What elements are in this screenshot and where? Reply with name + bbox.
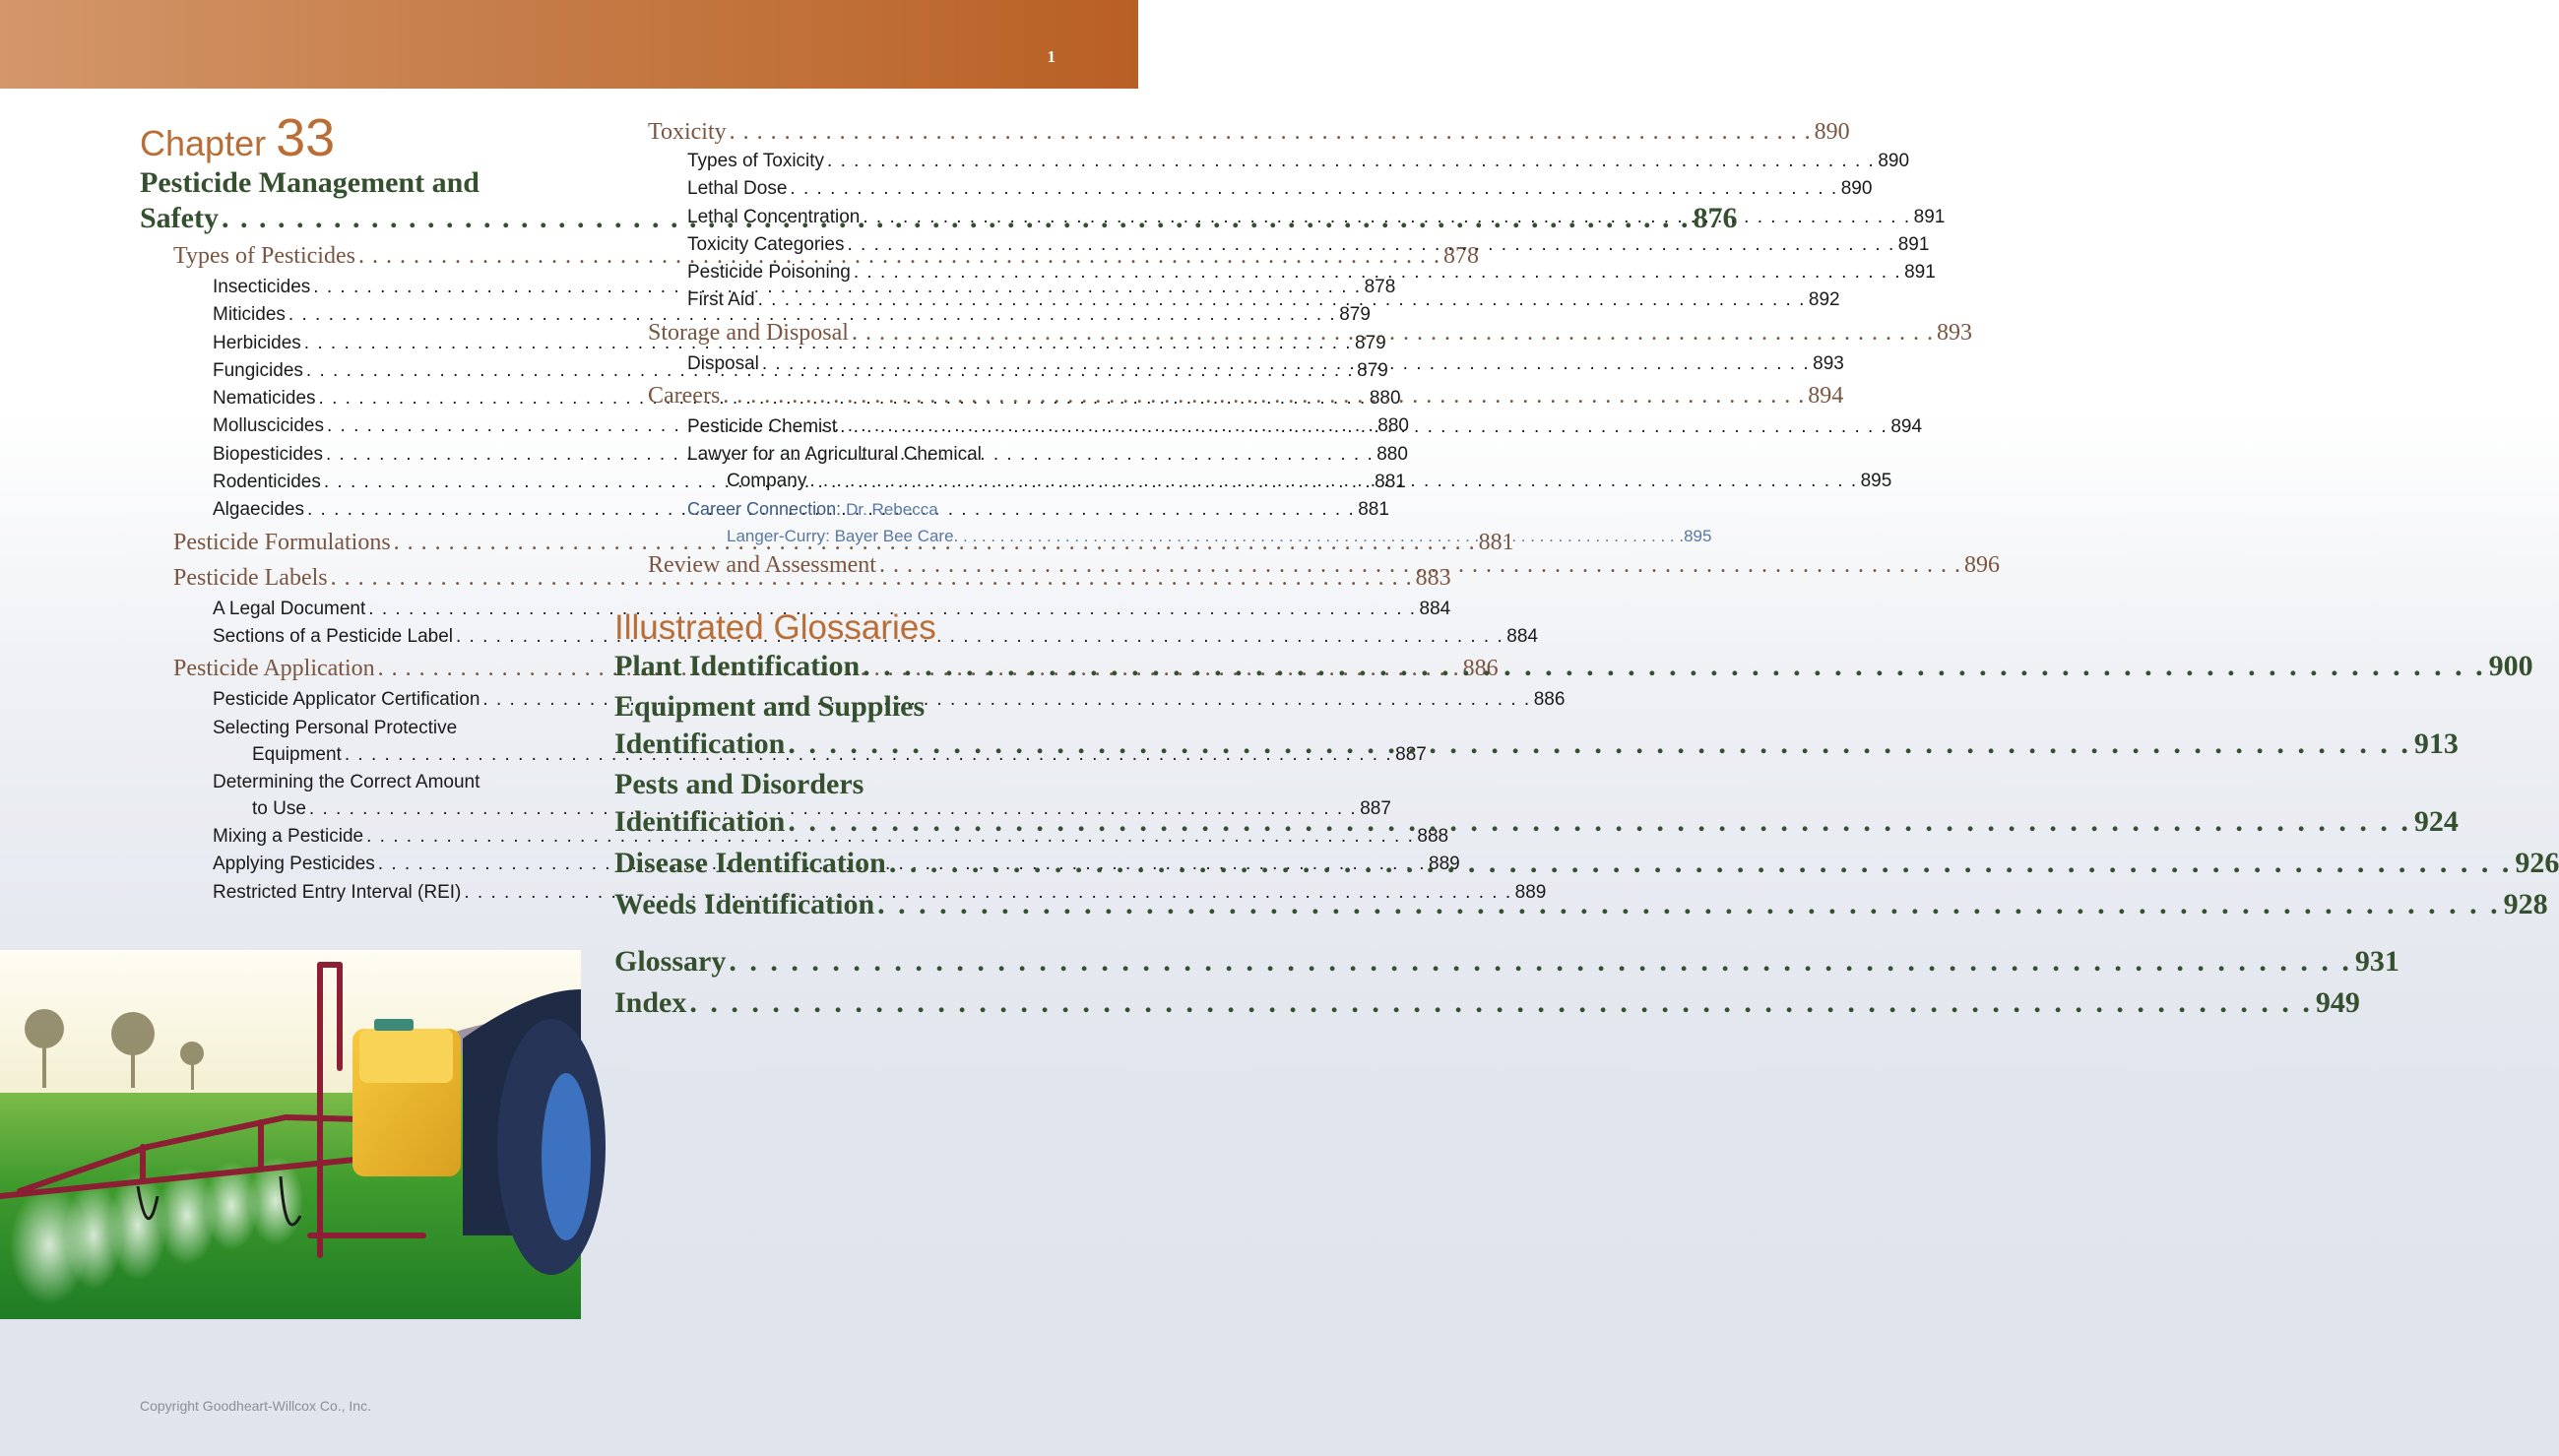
copyright-footer: Copyright Goodheart-Willcox Co., Inc. — [140, 1398, 371, 1414]
toc-section-careers[interactable]: Careers . . . 894 — [614, 378, 1050, 413]
career-connection-entry-line2[interactable]: Langer-Curry: Bayer Bee Care . . . 895 — [614, 523, 1050, 549]
chapter-label: Chapter 33 — [140, 108, 336, 167]
glossary-entry-weeds-identification[interactable]: Weeds Identification . . . 928 — [614, 886, 1050, 923]
toc-item[interactable]: Miticides . . . 879 — [140, 301, 575, 329]
toc-item[interactable]: Disposal . . . 893 — [614, 350, 1050, 378]
toc-item[interactable]: Pesticide Chemist . . . 894 — [614, 413, 1050, 441]
header-band — [0, 0, 1138, 89]
page-number: 1 — [1047, 47, 1056, 66]
chapter-title-line1[interactable]: Pesticide Management and — [140, 166, 480, 199]
photo-illustration — [0, 950, 581, 1319]
toc-section-storage-and-disposal[interactable]: Storage and Disposal . . . 893 — [614, 315, 1050, 350]
chapter-title-entry[interactable]: Safety . . . 876 — [140, 201, 575, 236]
glossary-entry-plant-identification[interactable]: Plant Identification . . . 900 — [614, 648, 1050, 685]
toc-item[interactable]: Sections of a Pesticide Label . . . 884 — [140, 623, 575, 651]
toc-item[interactable]: Lethal Dose . . . 890 — [614, 175, 1050, 203]
toc-item[interactable]: Applying Pesticides . . . 889 — [140, 851, 575, 878]
back-matter-index[interactable]: Index . . . 949 — [614, 984, 1050, 1022]
toc-item[interactable]: First Aid . . . 892 — [614, 286, 1050, 314]
toc-item[interactable]: Toxicity Categories . . . 891 — [614, 231, 1050, 259]
back-matter-glossary[interactable]: Glossary . . . 931 — [614, 943, 1050, 981]
toc-item[interactable]: Lethal Concentration . . . 891 — [614, 204, 1050, 231]
toc-item[interactable]: Algaecides . . . 881 — [140, 496, 575, 524]
glossary-entry-pests-disorders[interactable]: Identification . . . 924 — [614, 803, 1050, 841]
toc-item[interactable]: Pesticide Poisoning . . . 891 — [614, 259, 1050, 286]
toc-item[interactable]: Mixing a Pesticide . . . 888 — [140, 823, 575, 851]
page-ref: 876 — [1693, 202, 1738, 234]
toc-item[interactable]: Rodenticides . . . 881 — [140, 469, 575, 496]
toc-item[interactable]: A Legal Document . . . 884 — [140, 596, 575, 623]
toc-item[interactable]: Molluscicides . . . 880 — [140, 412, 575, 440]
tractor-spraying-photo — [0, 950, 581, 1319]
toc-item-line1[interactable]: Selecting Personal Protective — [213, 717, 458, 738]
toc-section-types-of-pesticides[interactable]: Types of Pesticides . . . 878 — [140, 238, 575, 274]
toc-section-review-and-assessment[interactable]: Review and Assessment . . . 896 — [614, 549, 1050, 581]
toc-section-pesticide-labels[interactable]: Pesticide Labels . . . 883 — [140, 560, 575, 596]
toc-item-line1[interactable]: Lawyer for an Agricultural Chemical — [687, 444, 982, 466]
toc-item[interactable]: Insecticides . . . 878 — [140, 274, 575, 301]
toc-item[interactable]: Restricted Entry Interval (REI) . . . 889 — [140, 879, 575, 907]
toc-section-pesticide-application[interactable]: Pesticide Application . . . 886 — [140, 651, 575, 686]
glossary-entry-line1[interactable]: Pests and Disorders — [614, 767, 864, 800]
toc-item[interactable]: Equipment . . . 887 — [140, 741, 575, 769]
glossary-entry-line1[interactable]: Equipment and Supplies — [614, 689, 926, 723]
glossary-entry-disease-identification[interactable]: Disease Identification . . . 926 — [614, 845, 1050, 882]
toc-item[interactable]: Types of Toxicity . . . 890 — [614, 148, 1050, 175]
toc-item[interactable]: Biopesticides . . . 880 — [140, 441, 575, 469]
career-connection-entry[interactable]: Career Connection: Dr. Rebecca — [687, 498, 938, 519]
toc-item[interactable]: Fungicides . . . 879 — [140, 357, 575, 385]
toc-item[interactable]: to Use . . . 887 — [140, 795, 575, 823]
glossaries-heading: Illustrated Glossaries — [614, 607, 936, 647]
toc-section-pesticide-formulations[interactable]: Pesticide Formulations . . . 881 — [140, 525, 575, 560]
glossary-entry-equipment-supplies[interactable]: Identification . . . 913 — [614, 726, 1050, 763]
toc-item-line1[interactable]: Determining the Correct Amount — [213, 771, 480, 792]
toc-section-toxicity[interactable]: Toxicity . . . 890 — [614, 116, 1050, 148]
toc-item[interactable]: Nematicides . . . 880 — [140, 385, 575, 412]
toc-item[interactable]: Herbicides . . . 879 — [140, 330, 575, 357]
toc-item[interactable]: Company . . . 895 — [614, 468, 1050, 495]
toc-item[interactable]: Pesticide Applicator Certification . . . 886 — [140, 686, 575, 714]
chapter-number: 33 — [276, 108, 336, 167]
